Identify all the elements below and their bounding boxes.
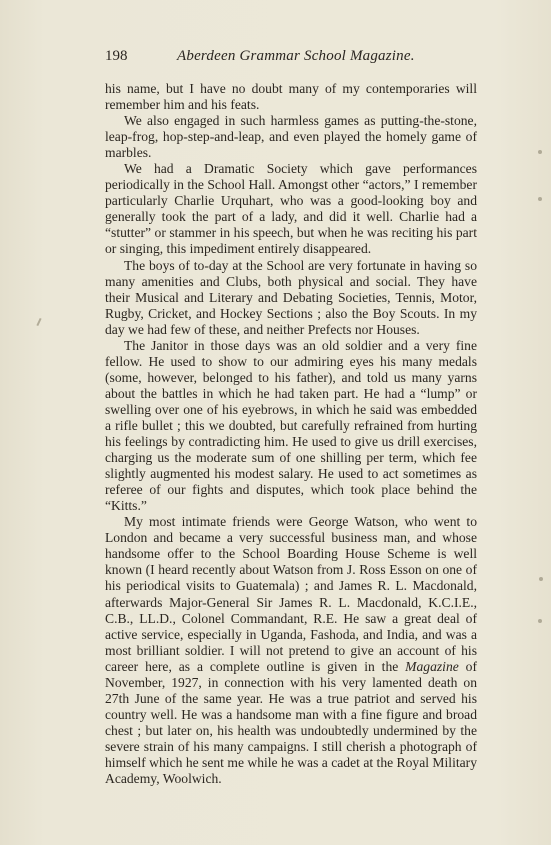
paper-speck [538, 150, 542, 154]
article-body [105, 81, 477, 787]
paper-speck [538, 197, 542, 201]
page-number: 198 [105, 48, 128, 64]
margin-mark [36, 318, 41, 326]
paragraph-3: We had a Dramatic Society which gave performances periodically in the School Hall. Amongst other “actors,” I remember particularly Charlie Urquhart, who was a good-looking boy and generally took the part of a lady, and did it well. Charlie had a “stutter” or stammer in his speech, but when he was reciting his part or singing, this impediment entirely disappeared. [105, 161, 477, 257]
paragraph-1: his name, but I have no doubt many of my contemporaries will remember him and his feats. [105, 81, 477, 113]
page-header [105, 48, 477, 68]
magazine-reference: Magazine [405, 658, 459, 674]
paragraph-5: The Janitor in those days was an old soldier and a very fine fellow. He used to show to our admiring eyes his many medals (some, however, belonged to his father), and told us many yarns about the battles in which he had taken part. He had a “lump” or swelling over one of his eyebrows, in which he said was embedded a rifle bullet ; this we doubted, but carefully refrained from hurting his feelings by contradicting him. He used to give us drill exercises, charging us the moderate sum of one shilling per term, which fee slightly augmented his modest salary. He used to act sometimes as referee of our fights and disputes, which took place behind the “Kitts.” [105, 337, 477, 514]
paragraph-2: We also engaged in such harmless games as putting-the-stone, leap-frog, hop-step-and-leap, and even played the homely game of marbles. [105, 113, 477, 161]
paper-speck [538, 619, 542, 623]
paper-speck [539, 577, 543, 581]
running-title: Aberdeen Grammar School Magazine. [177, 48, 415, 64]
paragraph-6 [105, 514, 477, 787]
paragraph-6-part-1: My most intimate friends were George Watson, who went to London and became a very successful business man, and whose handsome offer to the School Boarding House Scheme is well known (I heard recently about Watson from J. Ross Esson on one of his periodical visits to Guatemala) ; and James R. L. Macdonald, afterwards Major-General Sir James R. L. Macdonald, K.C.I.E., C.B., LL.D., Colonel Commandant, R.E. He saw a great deal of active service, especially in Uganda, Fashoda, and India, and was a most brilliant soldier. I will not pretend to give an account of his career here, as a complete outline is given in the [105, 514, 477, 674]
paragraph-4: The boys of to-day at the School are very fortunate in having so many amenities and Clubs, both physical and social. They have their Musical and Literary and Debating Societies, Tennis, Motor, Rugby, Cricket, and Hockey Sections ; also the Boy Scouts. In my day we had few of these, and neither Prefects nor Houses. [105, 257, 477, 337]
paragraph-6-part-2: of November, 1927, in connection with his very lamented death on 27th June of the same year. He was a true patriot and served his country well. He was a handsome man with a fine figure and broad chest ; but later on, his health was undoubtedly undermined by the severe strain of his many campaigns. I still cherish a photograph of himself which he sent me while he was a cadet at the Royal Military Academy, Woolwich. [105, 658, 478, 787]
